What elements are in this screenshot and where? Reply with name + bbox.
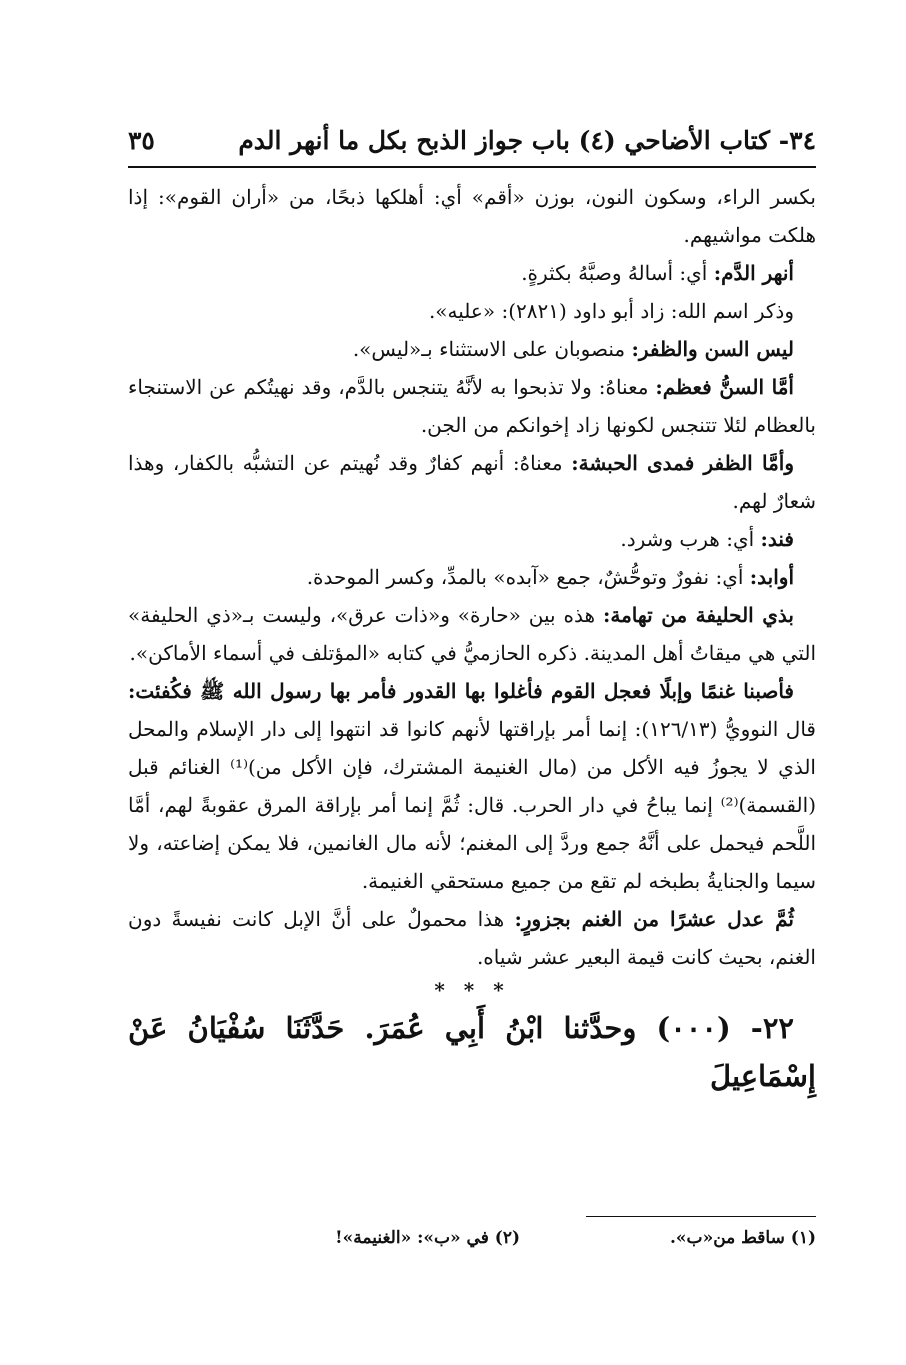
paragraph-text: هذه بين «حارة» و«ذات عرق»، وليست بـ«ذي الحليفة» التي هي ميقاتُ أهل المدينة. ذكره الحازميُّ في كتابه «المؤتلف في أسماء الأماكن». bbox=[128, 603, 816, 665]
lemma: فأصبنا غنمًا وإبلًا فعجل القوم فأغلوا بها القدور فأمر بها رسول الله ﷺ فكُفئت: bbox=[128, 679, 794, 703]
lemma: أمَّا السنُّ فعظم: bbox=[655, 375, 794, 399]
paragraph bbox=[128, 444, 816, 520]
lemma: ثُمَّ عدل عشرًا من الغنم بجزورٍ: bbox=[514, 907, 794, 931]
paragraph-text: معناهُ: أنهم كفارٌ وقد نُهيتم عن التشبُّه بالكفار، وهذا شعارٌ لهم. bbox=[128, 451, 816, 513]
footnote: (٢) في «ب»: «الغنيمة»! bbox=[335, 1228, 521, 1248]
page-number: ٣٥ bbox=[128, 125, 155, 155]
paragraph bbox=[128, 178, 816, 254]
paragraph-text: بكسر الراء، وسكون النون، بوزن «أقم» أي: أهلكها ذبحًا، من «أران القوم»: إذا هلكت مواشيهم. bbox=[128, 185, 816, 247]
paragraph-text: منصوبان على الاستثناء بـ«ليس». bbox=[352, 337, 632, 361]
commentary-body bbox=[128, 178, 816, 1100]
footnote: (١) ساقط من«ب». bbox=[670, 1228, 816, 1248]
hadith-line: ٢٢- (٠٠٠) وحدَّثنا ابْنُ أَبِي عُمَرَ. حَدَّثَنَا سُفْيَانُ عَنْ إِسْمَاعِيلَ bbox=[128, 1011, 816, 1093]
paragraph-text: معناهُ: ولا تذبحوا به لأنَّهُ يتنجس بالدَّم، وقد نهيتُكم عن الاستنجاء بالعظام لئلا تتنجس لكونها زاد إخوانكم من الجن. bbox=[128, 375, 816, 437]
lemma: فند: bbox=[760, 527, 794, 551]
lemma: أنهر الدَّم: bbox=[713, 261, 794, 285]
paragraph bbox=[128, 596, 816, 672]
paragraph-text: أي: هرب وشرد. bbox=[620, 527, 761, 551]
paragraph-text: أي: أسالهُ وصبَّهُ بكثرةٍ. bbox=[521, 261, 714, 285]
section-separator: * * * bbox=[434, 978, 510, 1002]
paragraph bbox=[128, 368, 816, 444]
paragraph-text: هذا محمولٌ على أنَّ الإبل كانت نفيسةً دون الغنم، بحيث كانت قيمة البعير عشر شياه. bbox=[128, 907, 816, 969]
paragraph bbox=[128, 900, 816, 976]
lemma: وأمَّا الظفر فمدى الحبشة: bbox=[571, 451, 794, 475]
paragraph bbox=[128, 330, 816, 368]
footnote-rule bbox=[586, 1216, 816, 1217]
paragraph bbox=[128, 254, 816, 292]
running-title: ٣٤- كتاب الأضاحي (٤) باب جواز الذبح بكل ما أنهر الدم bbox=[238, 125, 816, 155]
paragraph-text: قال النوويُّ (١٢٦/١٣): إنما أمر بإراقتها لأنهم كانوا قد انتهوا إلى دار الإسلام والمحل الذي لا يجوزُ فيه الأكل من (مال الغنيمة المشترك، فإن الأكل من)⁽¹⁾ الغنائم قبل (القسمة)⁽²⁾ إنما يباحُ في دار الحرب. قال: ثُمَّ إنما أمر بإراقة المرق عقوبةً لهم، أمَّا اللَّحم فيحمل على أنَّهُ جمع وردَّ إلى المغنم؛ لأنه مال الغانمين، فلا يمكن إضاعته، ولا سيما والجنايةُ بطبخه لم تقع من جميع مستحقي الغنيمة. bbox=[128, 717, 816, 893]
paragraph-text: أي: نفورٌ وتوحُّشٌ، جمع «آبده» بالمدِّ، وكسر الموحدة. bbox=[306, 565, 750, 589]
paragraph bbox=[128, 292, 816, 330]
page-header bbox=[128, 120, 816, 160]
lemma: بذي الحليفة من تهامة: bbox=[602, 603, 794, 627]
paragraph-text: وذكر اسم الله: زاد أبو داود (٢٨٢١): «عليه». bbox=[428, 299, 794, 323]
header-rule bbox=[128, 166, 816, 168]
paragraph bbox=[128, 672, 816, 900]
footnotes bbox=[128, 1228, 816, 1248]
lemma: أوابد: bbox=[749, 565, 794, 589]
lemma: ليس السن والظفر: bbox=[631, 337, 794, 361]
paragraph bbox=[128, 558, 816, 596]
paragraph bbox=[128, 520, 816, 558]
